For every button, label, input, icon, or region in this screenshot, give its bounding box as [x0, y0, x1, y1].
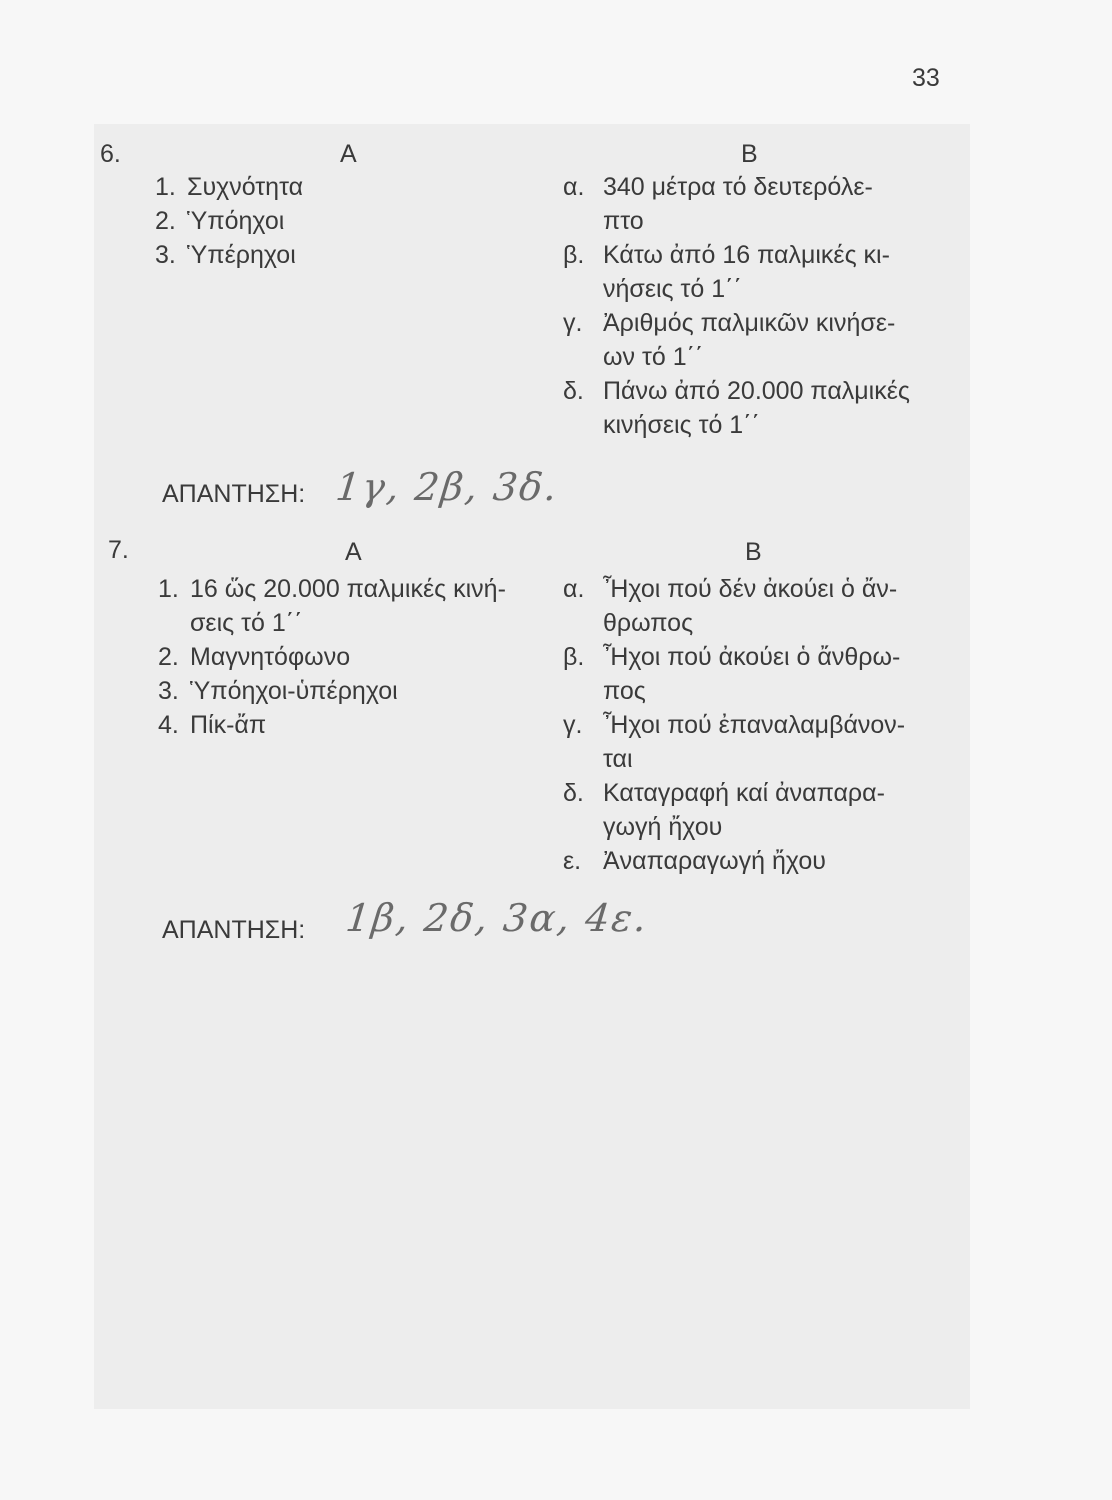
item-number: 4.: [158, 711, 179, 739]
list-item: [563, 238, 948, 306]
item-number: 1.: [155, 173, 176, 201]
item-number: 1.: [158, 575, 179, 603]
item-number: 2.: [155, 207, 176, 235]
exercise-6-column-b: [563, 170, 948, 442]
item-text: Ἦχοι πού ἀκούει ὁ ἄνθρω- πος: [603, 643, 901, 705]
list-item: [563, 374, 948, 442]
item-letter: α.: [563, 173, 585, 201]
exercise-7-answer-label: ΑΠΑΝΤΗΣΗ:: [162, 916, 306, 944]
item-text: Καταγραφή καί ἀναπαρα- γωγή ἤχου: [603, 779, 885, 841]
list-item: [155, 170, 303, 204]
item-text: Πάνω ἀπό 20.000 παλμικές κινήσεις τό 1΄΄: [603, 377, 910, 439]
item-letter: ε.: [563, 847, 582, 875]
item-letter: β.: [563, 643, 585, 671]
item-number: 2.: [158, 643, 179, 671]
item-text: Ἦχοι πού ἐπαναλαμβάνον- ται: [603, 711, 906, 773]
item-number: 3.: [155, 241, 176, 269]
item-number: 3.: [158, 677, 179, 705]
item-text: Κάτω ἀπό 16 παλμικές κι- νήσεις τό 1΄΄: [603, 241, 890, 303]
exercise-6-answer-label: ΑΠΑΝΤΗΣΗ:: [162, 480, 306, 508]
exercise-7-handwritten-answer: 1β, 2δ, 3α, 4ε.: [343, 896, 651, 940]
item-letter: α.: [563, 575, 585, 603]
item-text: Μαγνητόφωνο: [190, 643, 351, 671]
exercise-6-handwritten-answer: 1γ, 2β, 3δ.: [333, 465, 561, 509]
item-text: 340 μέτρα τό δευτερόλε- πτο: [603, 173, 873, 235]
list-item: [158, 572, 506, 640]
list-item: [563, 170, 948, 238]
item-letter: β.: [563, 241, 585, 269]
item-text: Πίκ-ἄπ: [190, 711, 267, 739]
list-item: [158, 674, 506, 708]
list-item: [158, 708, 506, 742]
item-text: Ὑπόηχοι: [187, 207, 285, 235]
item-text: Ἦχοι πού δέν ἀκούει ὁ ἄν- θρωπος: [603, 575, 898, 637]
exercise-6-number: 6.: [100, 140, 121, 168]
item-letter: δ.: [563, 779, 584, 807]
item-text: Ἀριθμός παλμικῶν κινήσε- ων τό 1΄΄: [603, 309, 896, 371]
item-text: 16 ὥς 20.000 παλμικές κινή- σεις τό 1΄΄: [190, 575, 506, 637]
item-text: Ὑπόηχοι-ὑπέρηχοι: [190, 677, 398, 705]
item-letter: γ.: [563, 309, 583, 337]
list-item: [155, 238, 303, 272]
item-text: Συχνότητα: [187, 173, 304, 201]
exercise-7-column-a-header: Α: [345, 538, 362, 566]
list-item: [563, 708, 948, 776]
item-text: Ὑπέρηχοι: [187, 241, 296, 269]
exercise-7-column-a: [158, 572, 506, 742]
exercise-6-column-b-header: Β: [741, 140, 758, 168]
item-text: Ἀναπαραγωγή ἤχου: [603, 847, 826, 875]
list-item: [563, 844, 948, 878]
exercise-6-column-a-header: Α: [340, 140, 357, 168]
list-item: [563, 776, 948, 844]
exercise-7-number: 7.: [108, 536, 129, 564]
item-letter: γ.: [563, 711, 583, 739]
list-item: [563, 640, 948, 708]
exercise-7-column-b: [563, 572, 948, 878]
list-item: [563, 306, 948, 374]
list-item: [158, 640, 506, 674]
exercise-6-column-a: [155, 170, 303, 272]
exercise-7-column-b-header: Β: [745, 538, 762, 566]
item-letter: δ.: [563, 377, 584, 405]
page-number: 33: [912, 64, 940, 92]
list-item: [563, 572, 948, 640]
list-item: [155, 204, 303, 238]
